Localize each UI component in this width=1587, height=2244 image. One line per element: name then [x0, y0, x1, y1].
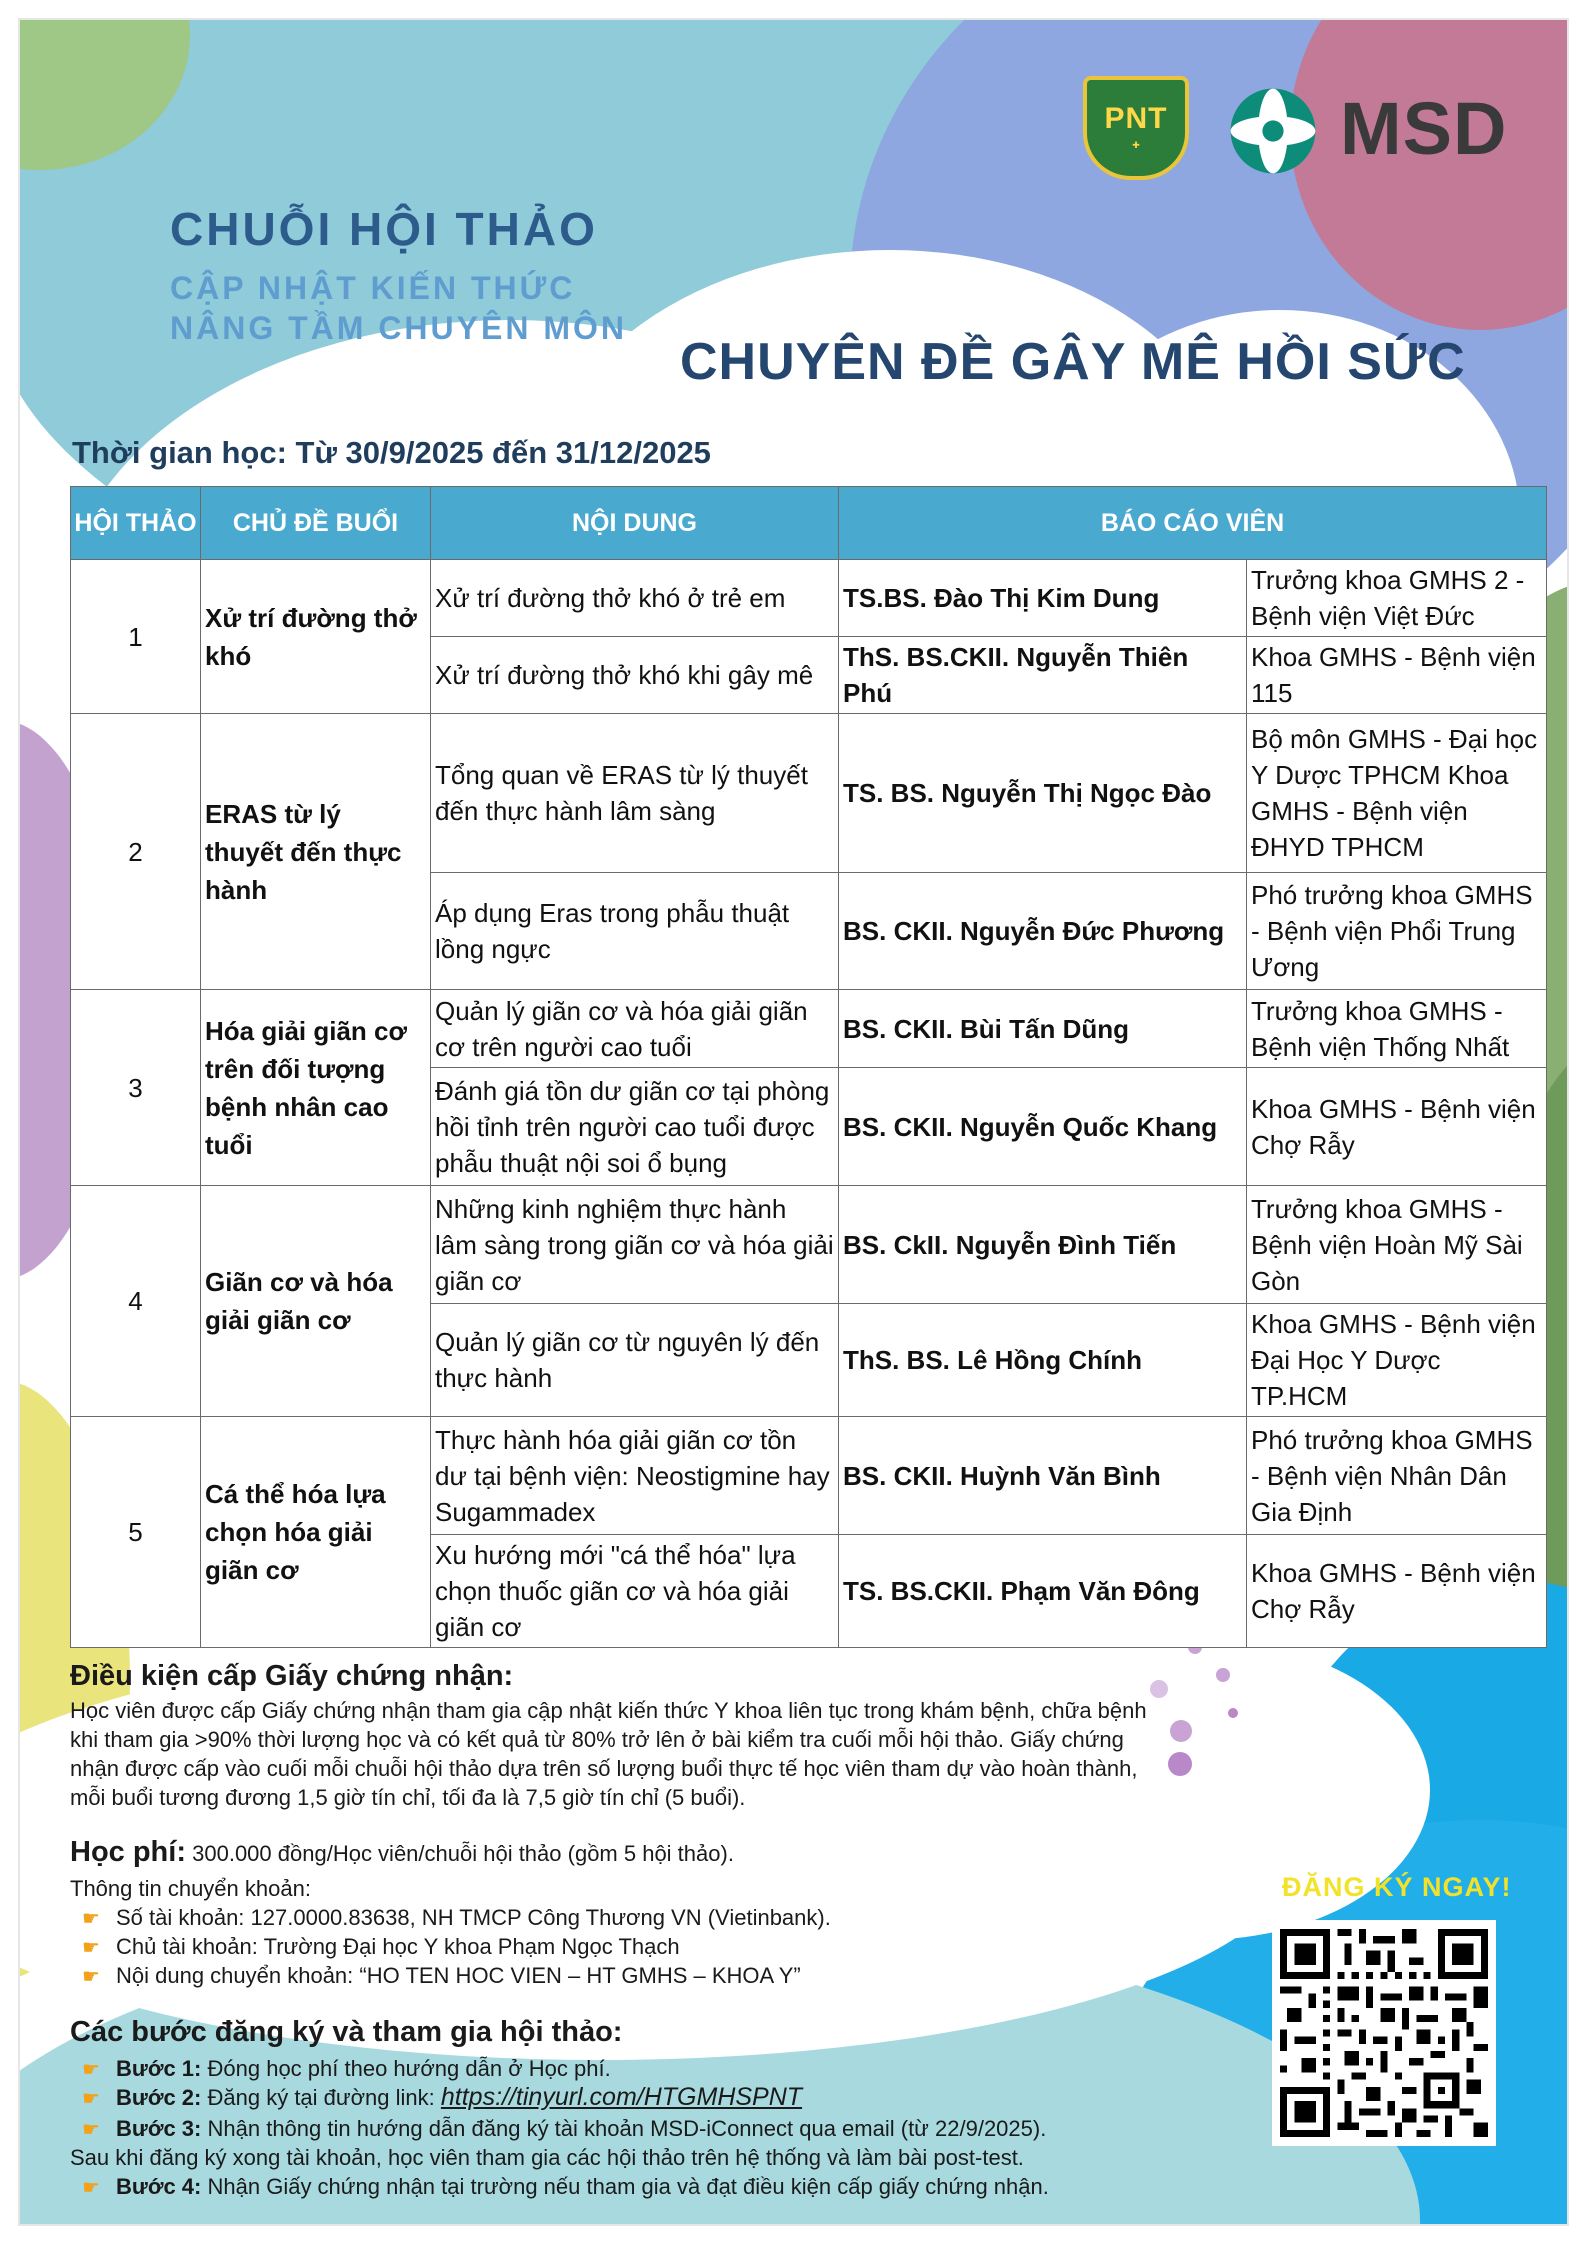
session-number: 4 — [71, 1186, 201, 1417]
step-2 — [82, 2083, 802, 2114]
speaker-affiliation: Khoa GMHS - Bệnh viện Chợ Rẫy — [1247, 1068, 1547, 1186]
account-text: Số tài khoản: 127.0000.83638, NH TMCP Công Thương VN (Vietinbank). — [116, 1905, 831, 1930]
speaker-name: BS. CKII. Nguyễn Quốc Khang — [839, 1068, 1247, 1186]
transfer-note — [82, 1961, 801, 1992]
speaker-name: TS.BS. Đào Thị Kim Dung — [839, 560, 1247, 637]
step-3 — [82, 2114, 1046, 2145]
session-number: 2 — [71, 714, 201, 990]
step-label: Bước 2: — [116, 2085, 202, 2110]
session-content: Áp dụng Eras trong phẫu thuật lồng ngực — [431, 873, 839, 990]
topic-title: CHUYÊN ĐỀ GÂY MÊ HỒI SỨC — [680, 333, 1466, 391]
table-row — [71, 990, 1547, 1068]
session-content: Thực hành hóa giải giãn cơ tồn dư tại bệnh viện: Neostigmine hay Sugammadex — [431, 1417, 839, 1535]
fee-value: 300.000 đồng/Học viên/chuỗi hội thảo (gồm 5 hội thảo). — [192, 1841, 734, 1866]
session-content: Xu hướng mới "cá thể hóa" lựa chọn thuốc giãn cơ và hóa giải giãn cơ — [431, 1535, 839, 1648]
pointing-hand-icon: ☛ — [82, 1937, 100, 1959]
pnt-logo: PNT ✚ — [1083, 76, 1189, 180]
msd-logo-icon — [1220, 78, 1326, 184]
speaker-affiliation: Trưởng khoa GMHS 2 - Bệnh viện Việt Đức — [1247, 560, 1547, 637]
session-content: Quản lý giãn cơ từ nguyên lý đến thực hành — [431, 1304, 839, 1417]
step-4 — [82, 2172, 1049, 2203]
table-row — [71, 714, 1547, 873]
step-text: Nhận Giấy chứng nhận tại trường nếu tham gia và đạt điều kiện cấp giấy chứng nhận. — [207, 2174, 1049, 2199]
header-cell: HỘI THẢO — [71, 487, 201, 560]
table-row — [71, 560, 1547, 637]
session-topic: ERAS từ lý thuyết đến thực hành — [201, 714, 431, 990]
steps-title: Các bước đăng ký và tham gia hội thảo: — [70, 2016, 623, 2048]
speaker-affiliation: Trưởng khoa GMHS - Bệnh viện Thống Nhất — [1247, 990, 1547, 1068]
step-1 — [82, 2054, 611, 2085]
session-content: Xử trí đường thở khó khi gây mê — [431, 637, 839, 714]
speaker-name: ThS. BS. Lê Hồng Chính — [839, 1304, 1247, 1417]
pointing-hand-icon: ☛ — [82, 1908, 100, 1930]
session-topic: Cá thể hóa lựa chọn hóa giải giãn cơ — [201, 1417, 431, 1648]
session-topic: Hóa giải giãn cơ trên đối tượng bệnh nhân cao tuổi — [201, 990, 431, 1186]
header-cell: BÁO CÁO VIÊN — [839, 487, 1547, 560]
table-row — [71, 1417, 1547, 1535]
transfer-account — [82, 1903, 831, 1934]
session-number: 5 — [71, 1417, 201, 1648]
study-period: Thời gian học: Từ 30/9/2025 đến 31/12/2025 — [72, 435, 711, 470]
speaker-name: BS. CKII. Bùi Tấn Dũng — [839, 990, 1247, 1068]
table-header-row — [71, 487, 1547, 560]
note-text: Nội dung chuyển khoản: “HO TEN HOC VIEN – HT GMHS – KHOA Y” — [116, 1963, 801, 1988]
step-label: Bước 3: — [116, 2116, 202, 2141]
session-number: 3 — [71, 990, 201, 1186]
session-number: 1 — [71, 560, 201, 714]
decor-dot — [1228, 1708, 1238, 1718]
speaker-affiliation: Khoa GMHS - Bệnh viện Đại Học Y Dược TP.HCM — [1247, 1304, 1547, 1417]
pointing-hand-icon: ☛ — [82, 2088, 100, 2110]
fee-line — [70, 1838, 734, 1868]
speaker-name: BS. CKII. Huỳnh Văn Bình — [839, 1417, 1247, 1535]
speaker-name: TS. BS.CKII. Phạm Văn Đông — [839, 1535, 1247, 1648]
registration-link[interactable]: https://tinyurl.com/HTGMHSPNT — [440, 2083, 803, 2111]
speaker-name: BS. CkII. Nguyễn Đình Tiến — [839, 1186, 1247, 1304]
header-cell: CHỦ ĐỀ BUỔI — [201, 487, 431, 560]
register-now-label: ĐĂNG KÝ NGAY! — [1282, 1872, 1512, 1902]
step-text: Đăng ký tại đường link: — [207, 2085, 435, 2110]
speaker-affiliation: Phó trưởng khoa GMHS - Bệnh viện Nhân Dân Gia Định — [1247, 1417, 1547, 1535]
step-3-continued: Sau khi đăng ký xong tài khoản, học viên tham gia các hội thảo trên hệ thống và làm bài post-test. — [70, 2145, 1024, 2170]
fee-label: Học phí: — [70, 1836, 186, 1868]
table-row — [71, 1186, 1547, 1304]
series-subtitle-line2: NÂNG TẦM CHUYÊN MÔN — [170, 310, 627, 346]
schedule-table — [70, 486, 1547, 1648]
speaker-name: ThS. BS.CKII. Nguyễn Thiên Phú — [839, 637, 1247, 714]
pointing-hand-icon: ☛ — [82, 2119, 100, 2141]
certificate-text: Học viên được cấp Giấy chứng nhận tham gia cập nhật kiến thức Y khoa liên tục trong khám bệnh, chữa bệnh khi tham gia >90% thời lượng học và có kết quả từ 80% trở lên ở bài kiểm tra cuối mỗi hội thảo. Giấy chứng nhận được cấp vào cuối mỗi chuỗi hội thảo dựa trên số lượng buổi thực tế học viên tham dự vào hoàn thành, mỗi buổi tương đương 1,5 giờ tín chỉ, tối đa là 7,5 giờ tín chỉ (5 buổi). — [70, 1698, 1147, 1810]
speaker-affiliation: Bộ môn GMHS - Đại học Y Dược TPHCM Khoa GMHS - Bệnh viện ĐHYD TPHCM — [1247, 714, 1547, 873]
step-text: Nhận thông tin hướng dẫn đăng ký tài khoản MSD-iConnect qua email (từ 22/9/2025). — [207, 2116, 1047, 2141]
decor-dot — [1170, 1720, 1192, 1742]
transfer-title: Thông tin chuyển khoản: — [70, 1876, 311, 1901]
speaker-affiliation: Khoa GMHS - Bệnh viện 115 — [1247, 637, 1547, 714]
session-content: Những kinh nghiệm thực hành lâm sàng trong giãn cơ và hóa giải giãn cơ — [431, 1186, 839, 1304]
decor-dot — [1168, 1752, 1192, 1776]
session-topic: Giãn cơ và hóa giải giãn cơ — [201, 1186, 431, 1417]
certificate-title: Điều kiện cấp Giấy chứng nhận: — [70, 1660, 514, 1692]
msd-logo-text: MSD — [1340, 87, 1508, 170]
series-title: CHUỖI HỘI THẢO — [170, 203, 598, 255]
pointing-hand-icon: ☛ — [82, 1966, 100, 1988]
speaker-affiliation: Phó trưởng khoa GMHS - Bệnh viện Phổi Trung Ương — [1247, 873, 1547, 990]
pointing-hand-icon: ☛ — [82, 2177, 100, 2199]
owner-text: Chủ tài khoản: Trường Đại học Y khoa Phạm Ngọc Thạch — [116, 1934, 680, 1959]
transfer-owner — [82, 1932, 680, 1963]
series-subtitle-line1: CẬP NHẬT KIẾN THỨC — [170, 270, 576, 306]
poster — [18, 18, 1569, 2226]
speaker-name: TS. BS. Nguyễn Thị Ngọc Đào — [839, 714, 1247, 873]
step-label: Bước 1: — [116, 2056, 202, 2081]
session-content: Đánh giá tồn dư giãn cơ tại phòng hồi tỉnh trên người cao tuổi được phẫu thuật nội soi ổ bụng — [431, 1068, 839, 1186]
qr-code-icon — [1280, 1928, 1488, 2138]
session-topic: Xử trí đường thở khó — [201, 560, 431, 714]
speaker-name: BS. CKII. Nguyễn Đức Phương — [839, 873, 1247, 990]
header-cell: NỘI DUNG — [431, 487, 839, 560]
session-content: Xử trí đường thở khó ở trẻ em — [431, 560, 839, 637]
speaker-affiliation: Khoa GMHS - Bệnh viện Chợ Rẫy — [1247, 1535, 1547, 1648]
decor-dot — [1216, 1668, 1230, 1682]
step-label: Bước 4: — [116, 2174, 202, 2199]
qr-code[interactable] — [1272, 1920, 1496, 2146]
step-text: Đóng học phí theo hướng dẫn ở Học phí. — [207, 2056, 611, 2081]
speaker-affiliation: Trưởng khoa GMHS - Bệnh viện Hoàn Mỹ Sài Gòn — [1247, 1186, 1547, 1304]
session-content: Tổng quan về ERAS từ lý thuyết đến thực hành lâm sàng — [431, 714, 839, 873]
pointing-hand-icon: ☛ — [82, 2059, 100, 2081]
session-content: Quản lý giãn cơ và hóa giải giãn cơ trên người cao tuổi — [431, 990, 839, 1068]
